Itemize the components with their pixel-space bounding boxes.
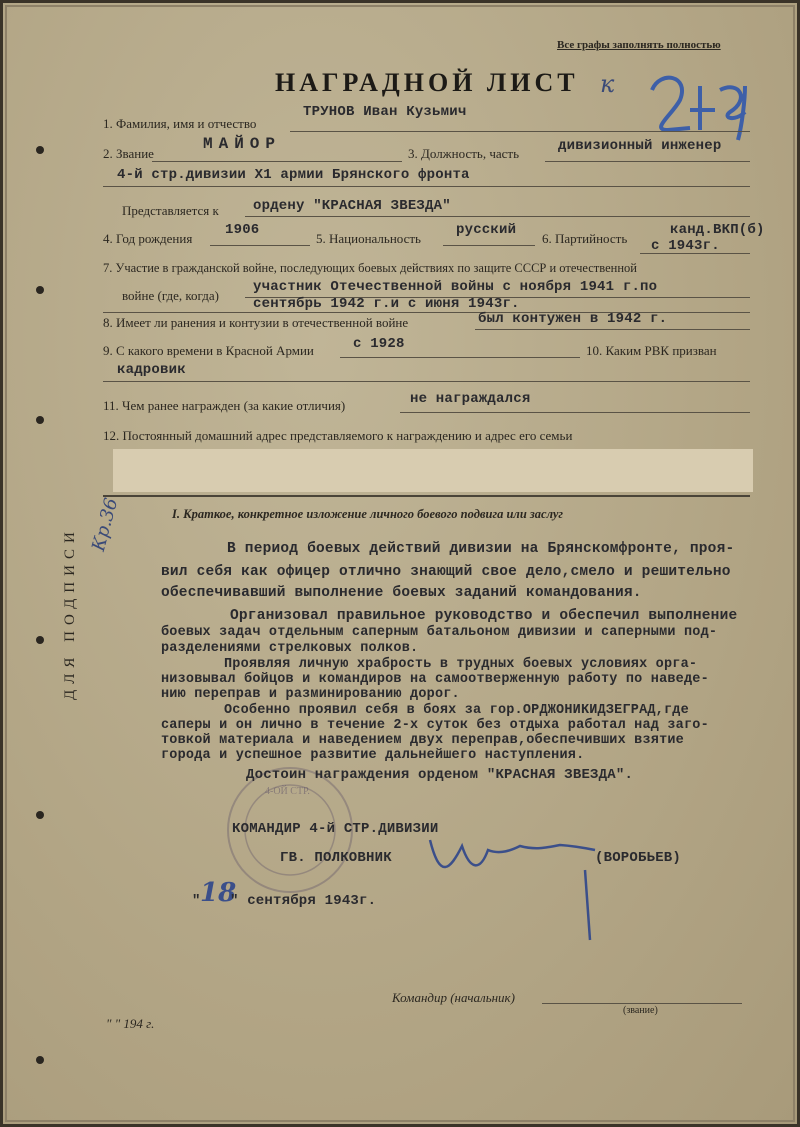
punch-hole — [36, 811, 44, 819]
field-9-label: 9. С какого времени в Красной Армии — [103, 343, 314, 358]
field-3-label: 3. Должность, часть — [408, 146, 520, 161]
field-2-label: 2. Звание — [103, 146, 154, 161]
punch-hole — [36, 416, 44, 424]
punch-hole — [36, 146, 44, 154]
date-quote-open: " — [192, 893, 201, 909]
body-line: низовывал бойцов и командиров на самоотверженную работу по наведе- — [161, 672, 709, 687]
field-1-value: ТРУНОВ Иван Кузьмич — [303, 104, 467, 120]
section-title: I. Краткое, конкретное изложение личного боевого подвига или заслуг — [172, 507, 563, 521]
field-7-value-2: сентябрь 1942 г.и с июня 1943г. — [253, 296, 520, 312]
field-5-label: 5. Национальность — [316, 231, 421, 246]
punch-hole — [36, 636, 44, 644]
document-title: НАГРАДНОЙ ЛИСТ — [275, 68, 579, 97]
field-8-value: был контужен в 1942 г. — [478, 311, 668, 327]
body-line: товкой материала и наведением двух переправ,обеспечивших взятие — [161, 733, 684, 748]
signature-name: (ВОРОБЬЕВ) — [595, 850, 682, 866]
rank-label: (звание) — [623, 1005, 658, 1016]
body-line: нию переправ и разминированию дорог. — [161, 687, 460, 702]
side-label: ДЛЯ ПОДПИСИ — [62, 526, 78, 700]
field-9-value: с 1928 — [353, 336, 405, 352]
field-3-value-2: 4-й стр.дивизии Х1 армии Брянского фронта — [117, 167, 470, 183]
date-day-handwritten: 18 — [200, 878, 237, 908]
field-11-value: не награждался — [410, 391, 531, 407]
signature-rank: ГВ. ПОЛКОВНИК — [280, 850, 392, 866]
redacted-address — [113, 449, 753, 492]
body-line: вил себя как офицер отлично знающий свое дело,смело и решительно — [161, 564, 731, 580]
field-11-label: 11. Чем ранее награжден (за какие отличия) — [103, 398, 346, 413]
field-7-value: участник Отечественной войны с ноября 1941 г.по — [253, 279, 658, 295]
body-line: города и успешное развитие дальнейшего наступления. — [161, 748, 585, 763]
signature-title: КОМАНДИР 4-й СТР.ДИВИЗИИ — [232, 821, 439, 837]
field-5-value: русский — [456, 222, 517, 238]
field-6-value: канд.ВКП(б) — [670, 222, 765, 238]
field-6-label: 6. Партийность — [542, 231, 628, 246]
field-3-value: дивизионный инженер — [558, 138, 722, 154]
date-rest: " сентября 1943г. — [230, 893, 377, 909]
field-10-value: кадровик — [117, 362, 186, 378]
presented-label: Представляется к — [122, 203, 219, 218]
body-line: обеспечивавший выполнение боевых заданий командования. — [161, 585, 642, 601]
handwritten-margin-note: Кр.36 — [88, 495, 123, 554]
presented-value: ордену "КРАСНАЯ ЗВЕЗДА" — [253, 198, 451, 214]
field-4-value: 1906 — [225, 222, 260, 238]
body-line: разделениями стрелковых полков. — [161, 641, 419, 656]
body-line: Особенно проявил себя в боях за гор.ОРДЖОНИКИДЗЕГРАД,где — [224, 703, 689, 718]
handwritten-prefix: к — [600, 70, 615, 98]
commander-label: Командир (начальник) — [392, 990, 515, 1005]
body-line: В период боевых действий дивизии на Брянскомфронте, проя- — [227, 541, 735, 557]
stamp-text: 4-ОЙ СТР. — [265, 786, 310, 797]
body-line: Достоин награждения орденом "КРАСНАЯ ЗВЕЗДА". — [246, 767, 634, 783]
field-8-label: 8. Имеет ли ранения и контузии в отечественной войне — [103, 315, 409, 330]
field-12-label: 12. Постоянный домашний адрес представляемого к награждению и адрес его семьи — [103, 428, 573, 443]
footer-date: " " 194 г. — [106, 1016, 155, 1031]
fill-all-notice: Все графы заполнять полностью — [557, 39, 721, 51]
field-2-value: МАЙОР — [203, 135, 282, 153]
body-line: боевых задач отдельным саперным батальоном дивизии и саперными под- — [161, 625, 718, 640]
body-line: Проявляя личную храбрость в трудных боевых условиях орга- — [224, 657, 698, 672]
field-4-label: 4. Год рождения — [103, 231, 193, 246]
body-line: Организовал правильное руководство и обеспечил выполнение — [230, 608, 738, 624]
field-1-label: 1. Фамилия, имя и отчество — [103, 116, 257, 131]
field-6-value-2: с 1943г. — [651, 238, 720, 254]
field-7-label: 7. Участие в гражданской войне, последующих боевых действиях по защите СССР и отечественной — [103, 261, 637, 275]
body-line: саперы и он лично в течение 2-х суток без отдыха работал над заго- — [161, 718, 709, 733]
field-10-label: 10. Каким РВК призван — [586, 343, 717, 358]
punch-hole — [36, 286, 44, 294]
field-7-label-2: войне (где, когда) — [122, 288, 219, 303]
punch-hole — [36, 1056, 44, 1064]
